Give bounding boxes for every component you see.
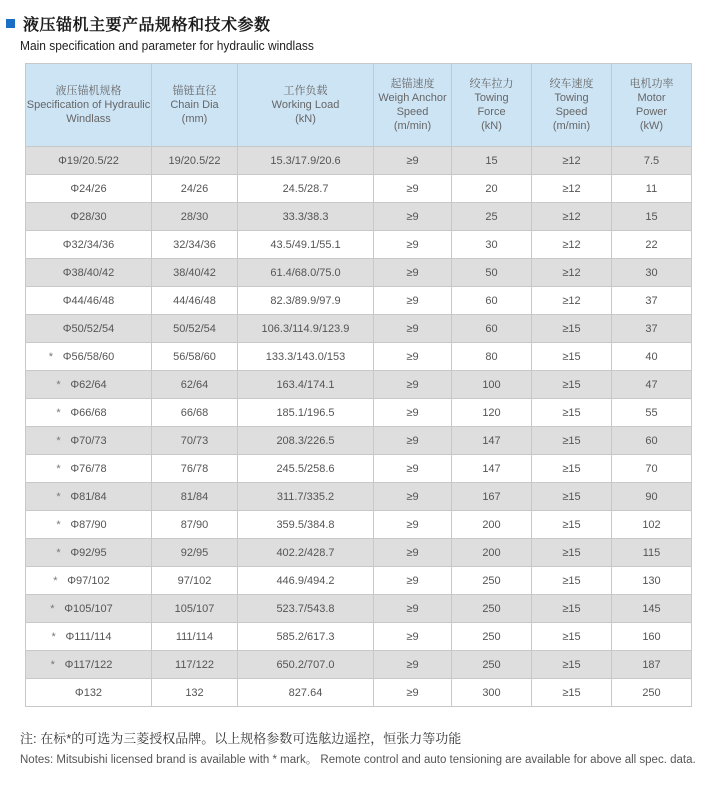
header-line: Towing xyxy=(474,92,509,104)
licensed-mark: * xyxy=(53,574,58,587)
table-row xyxy=(26,343,692,371)
towing-force-cell: 25 xyxy=(452,203,532,231)
anchor-speed-cell: ≥9 xyxy=(374,175,452,203)
motor-power-cell: 47 xyxy=(612,371,692,399)
working-load-cell: 585.2/617.3 xyxy=(238,623,374,651)
spec-value: Φ105/107 xyxy=(64,602,113,615)
working-load-cell: 245.5/258.6 xyxy=(238,455,374,483)
licensed-mark: * xyxy=(56,546,61,559)
chain-dia-cell: 132 xyxy=(152,679,238,707)
spec-value: Φ92/95 xyxy=(70,546,107,559)
towing-speed-cell: ≥12 xyxy=(532,259,612,287)
anchor-speed-cell: ≥9 xyxy=(374,147,452,175)
working-load-cell: 446.9/494.2 xyxy=(238,567,374,595)
table-row xyxy=(26,595,692,623)
spec-value: Φ87/90 xyxy=(70,518,107,531)
spec-value: Φ28/30 xyxy=(70,210,107,223)
chain-dia-cell: 24/26 xyxy=(152,175,238,203)
header-towing-force xyxy=(452,64,532,147)
towing-speed-cell: ≥15 xyxy=(532,483,612,511)
anchor-speed-cell: ≥9 xyxy=(374,455,452,483)
spec-cell xyxy=(26,343,152,371)
title-row xyxy=(6,12,271,35)
licensed-mark: * xyxy=(48,350,53,363)
motor-power-cell: 102 xyxy=(612,511,692,539)
notes-cn: 注: 在标*的可选为三菱授权品牌。以上规格参数可选舷边遥控，恒张力等功能 xyxy=(20,731,462,746)
anchor-speed-cell: ≥9 xyxy=(374,679,452,707)
table-row xyxy=(26,399,692,427)
anchor-speed-cell: ≥9 xyxy=(374,343,452,371)
header-line: 起锚速度 xyxy=(390,78,435,90)
working-load-cell: 523.7/543.8 xyxy=(238,595,374,623)
chain-dia-cell: 70/73 xyxy=(152,427,238,455)
licensed-mark: * xyxy=(56,518,61,531)
motor-power-cell: 70 xyxy=(612,455,692,483)
anchor-speed-cell: ≥9 xyxy=(374,511,452,539)
spec-value: Φ70/73 xyxy=(70,434,107,447)
table-row xyxy=(26,455,692,483)
spec-cell xyxy=(26,371,152,399)
licensed-mark: * xyxy=(56,490,61,503)
towing-speed-cell: ≥12 xyxy=(532,203,612,231)
motor-power-cell: 130 xyxy=(612,567,692,595)
towing-speed-cell: ≥12 xyxy=(532,231,612,259)
towing-force-cell: 147 xyxy=(452,455,532,483)
header-line: Power xyxy=(635,106,668,118)
working-load-cell: 133.3/143.0/153 xyxy=(238,343,374,371)
spec-value: Φ66/68 xyxy=(70,406,107,419)
spec-cell xyxy=(26,455,152,483)
towing-force-cell: 300 xyxy=(452,679,532,707)
chain-dia-cell: 87/90 xyxy=(152,511,238,539)
header-line: Chain Dia xyxy=(170,99,219,111)
chain-dia-cell: 117/122 xyxy=(152,651,238,679)
working-load-cell: 15.3/17.9/20.6 xyxy=(238,147,374,175)
licensed-mark: * xyxy=(51,630,56,643)
header-line: (m/min) xyxy=(552,120,591,132)
towing-force-cell: 200 xyxy=(452,511,532,539)
towing-force-cell: 250 xyxy=(452,595,532,623)
table-header-row xyxy=(26,64,692,147)
anchor-speed-cell: ≥9 xyxy=(374,231,452,259)
table-row xyxy=(26,539,692,567)
header-line: 锚链直径 xyxy=(172,85,217,97)
table-row xyxy=(26,175,692,203)
table-row xyxy=(26,483,692,511)
chain-dia-cell: 81/84 xyxy=(152,483,238,511)
header-line: (mm) xyxy=(181,113,208,125)
motor-power-cell: 37 xyxy=(612,315,692,343)
motor-power-cell: 160 xyxy=(612,623,692,651)
anchor-speed-cell: ≥9 xyxy=(374,483,452,511)
header-line: 液压锚机规格 xyxy=(55,85,122,97)
spec-cell xyxy=(26,203,152,231)
towing-speed-cell: ≥15 xyxy=(532,567,612,595)
table-row xyxy=(26,623,692,651)
spec-value: Φ62/64 xyxy=(70,378,107,391)
spec-cell xyxy=(26,623,152,651)
table-row xyxy=(26,231,692,259)
motor-power-cell: 11 xyxy=(612,175,692,203)
licensed-mark: * xyxy=(56,406,61,419)
towing-force-cell: 20 xyxy=(452,175,532,203)
chain-dia-cell: 32/34/36 xyxy=(152,231,238,259)
motor-power-cell: 37 xyxy=(612,287,692,315)
spec-cell xyxy=(26,287,152,315)
anchor-speed-cell: ≥9 xyxy=(374,539,452,567)
chain-dia-cell: 38/40/42 xyxy=(152,259,238,287)
spec-cell xyxy=(26,315,152,343)
spec-cell xyxy=(26,175,152,203)
title-bullet-icon xyxy=(6,19,15,28)
spec-value: Φ44/46/48 xyxy=(62,294,115,307)
table-row xyxy=(26,287,692,315)
chain-dia-cell: 66/68 xyxy=(152,399,238,427)
table-row xyxy=(26,259,692,287)
anchor-speed-cell: ≥9 xyxy=(374,427,452,455)
towing-force-cell: 60 xyxy=(452,315,532,343)
table-row xyxy=(26,147,692,175)
page-subtitle: Main specification and parameter for hydraulic windlass xyxy=(20,38,314,53)
working-load-cell: 61.4/68.0/75.0 xyxy=(238,259,374,287)
table-row xyxy=(26,203,692,231)
spec-cell xyxy=(26,511,152,539)
anchor-speed-cell: ≥9 xyxy=(374,287,452,315)
spec-cell xyxy=(26,231,152,259)
table-row xyxy=(26,679,692,707)
motor-power-cell: 30 xyxy=(612,259,692,287)
towing-speed-cell: ≥15 xyxy=(532,343,612,371)
header-line: Windlass xyxy=(66,113,111,125)
header-towing-speed xyxy=(532,64,612,147)
motor-power-cell: 250 xyxy=(612,679,692,707)
header-line: Specification of Hydraulic xyxy=(26,99,151,111)
header-line: 电机功率 xyxy=(629,78,674,90)
spec-value: Φ97/102 xyxy=(67,574,110,587)
table-body xyxy=(26,147,692,707)
spec-value: Φ32/34/36 xyxy=(62,238,115,251)
table-row xyxy=(26,567,692,595)
working-load-cell: 185.1/196.5 xyxy=(238,399,374,427)
spec-cell xyxy=(26,567,152,595)
working-load-cell: 208.3/226.5 xyxy=(238,427,374,455)
header-line: 绞车速度 xyxy=(549,78,594,90)
table-row xyxy=(26,371,692,399)
header-spec xyxy=(26,64,152,147)
towing-speed-cell: ≥12 xyxy=(532,147,612,175)
header-line: Working Load xyxy=(271,99,340,111)
working-load-cell: 43.5/49.1/55.1 xyxy=(238,231,374,259)
chain-dia-cell: 50/52/54 xyxy=(152,315,238,343)
towing-force-cell: 15 xyxy=(452,147,532,175)
anchor-speed-cell: ≥9 xyxy=(374,315,452,343)
towing-speed-cell: ≥15 xyxy=(532,539,612,567)
header-line: (kN) xyxy=(295,113,316,125)
towing-speed-cell: ≥15 xyxy=(532,399,612,427)
licensed-mark: * xyxy=(56,462,61,475)
spec-value: Φ38/40/42 xyxy=(62,266,115,279)
header-line: 绞车拉力 xyxy=(469,78,514,90)
towing-speed-cell: ≥15 xyxy=(532,427,612,455)
towing-force-cell: 147 xyxy=(452,427,532,455)
working-load-cell: 311.7/335.2 xyxy=(238,483,374,511)
table-row xyxy=(26,427,692,455)
anchor-speed-cell: ≥9 xyxy=(374,203,452,231)
towing-force-cell: 100 xyxy=(452,371,532,399)
chain-dia-cell: 62/64 xyxy=(152,371,238,399)
working-load-cell: 82.3/89.9/97.9 xyxy=(238,287,374,315)
chain-dia-cell: 111/114 xyxy=(152,623,238,651)
spec-cell xyxy=(26,399,152,427)
chain-dia-cell: 105/107 xyxy=(152,595,238,623)
towing-force-cell: 60 xyxy=(452,287,532,315)
motor-power-cell: 7.5 xyxy=(612,147,692,175)
page-title: 液压锚机主要产品规格和技术参数 xyxy=(23,17,271,34)
towing-speed-cell: ≥15 xyxy=(532,371,612,399)
working-load-cell: 650.2/707.0 xyxy=(238,651,374,679)
towing-force-cell: 250 xyxy=(452,567,532,595)
motor-power-cell: 145 xyxy=(612,595,692,623)
licensed-mark: * xyxy=(50,658,55,671)
header-chain-dia xyxy=(152,64,238,147)
working-load-cell: 24.5/28.7 xyxy=(238,175,374,203)
header-motor-power xyxy=(612,64,692,147)
motor-power-cell: 60 xyxy=(612,427,692,455)
header-line: Force xyxy=(477,106,506,118)
towing-speed-cell: ≥12 xyxy=(532,175,612,203)
header-line: Speed xyxy=(396,106,429,118)
header-line: Weigh Anchor xyxy=(378,92,447,104)
spec-value: Φ50/52/54 xyxy=(62,322,115,335)
towing-force-cell: 167 xyxy=(452,483,532,511)
chain-dia-cell: 92/95 xyxy=(152,539,238,567)
towing-speed-cell: ≥15 xyxy=(532,679,612,707)
anchor-speed-cell: ≥9 xyxy=(374,623,452,651)
towing-speed-cell: ≥15 xyxy=(532,595,612,623)
working-load-cell: 106.3/114.9/123.9 xyxy=(238,315,374,343)
towing-speed-cell: ≥15 xyxy=(532,651,612,679)
motor-power-cell: 22 xyxy=(612,231,692,259)
header-weigh-anchor-speed xyxy=(374,64,452,147)
spec-cell xyxy=(26,483,152,511)
motor-power-cell: 187 xyxy=(612,651,692,679)
motor-power-cell: 115 xyxy=(612,539,692,567)
motor-power-cell: 90 xyxy=(612,483,692,511)
working-load-cell: 163.4/174.1 xyxy=(238,371,374,399)
spec-value: Φ81/84 xyxy=(70,490,107,503)
towing-force-cell: 250 xyxy=(452,651,532,679)
header-line: (kN) xyxy=(481,120,502,132)
spec-value: Φ76/78 xyxy=(70,462,107,475)
spec-value: Φ132 xyxy=(74,686,103,699)
towing-force-cell: 30 xyxy=(452,231,532,259)
header-line: (kW) xyxy=(639,120,664,132)
anchor-speed-cell: ≥9 xyxy=(374,371,452,399)
chain-dia-cell: 56/58/60 xyxy=(152,343,238,371)
spec-cell xyxy=(26,427,152,455)
towing-speed-cell: ≥15 xyxy=(532,455,612,483)
licensed-mark: * xyxy=(56,378,61,391)
spec-value: Φ56/58/60 xyxy=(62,350,115,363)
working-load-cell: 827.64 xyxy=(238,679,374,707)
spec-value: Φ117/122 xyxy=(64,658,113,671)
table-row xyxy=(26,651,692,679)
chain-dia-cell: 28/30 xyxy=(152,203,238,231)
chain-dia-cell: 44/46/48 xyxy=(152,287,238,315)
towing-speed-cell: ≥15 xyxy=(532,315,612,343)
anchor-speed-cell: ≥9 xyxy=(374,567,452,595)
spec-cell xyxy=(26,595,152,623)
towing-speed-cell: ≥15 xyxy=(532,511,612,539)
spec-value: Φ111/114 xyxy=(65,630,112,643)
chain-dia-cell: 19/20.5/22 xyxy=(152,147,238,175)
towing-force-cell: 200 xyxy=(452,539,532,567)
anchor-speed-cell: ≥9 xyxy=(374,651,452,679)
anchor-speed-cell: ≥9 xyxy=(374,259,452,287)
towing-speed-cell: ≥12 xyxy=(532,287,612,315)
header-line: 工作负载 xyxy=(283,85,328,97)
chain-dia-cell: 97/102 xyxy=(152,567,238,595)
header-working-load xyxy=(238,64,374,147)
motor-power-cell: 55 xyxy=(612,399,692,427)
header-line: Motor xyxy=(637,92,666,104)
header-line: (m/min) xyxy=(393,120,432,132)
licensed-mark: * xyxy=(50,602,55,615)
spec-cell xyxy=(26,539,152,567)
towing-force-cell: 50 xyxy=(452,259,532,287)
spec-cell xyxy=(26,651,152,679)
chain-dia-cell: 76/78 xyxy=(152,455,238,483)
spec-cell xyxy=(26,259,152,287)
anchor-speed-cell: ≥9 xyxy=(374,595,452,623)
towing-force-cell: 80 xyxy=(452,343,532,371)
working-load-cell: 359.5/384.8 xyxy=(238,511,374,539)
working-load-cell: 33.3/38.3 xyxy=(238,203,374,231)
spec-table xyxy=(25,63,692,707)
notes-en: Notes: Mitsubishi licensed brand is available with * mark。 Remote control and auto tensioning are available for above all spec. data. xyxy=(20,754,696,766)
spec-cell xyxy=(26,679,152,707)
table-row xyxy=(26,315,692,343)
towing-speed-cell: ≥15 xyxy=(532,623,612,651)
anchor-speed-cell: ≥9 xyxy=(374,399,452,427)
header-line: Speed xyxy=(555,106,588,118)
header-line: Towing xyxy=(554,92,589,104)
table-row xyxy=(26,511,692,539)
spec-value: Φ19/20.5/22 xyxy=(58,154,119,167)
working-load-cell: 402.2/428.7 xyxy=(238,539,374,567)
licensed-mark: * xyxy=(56,434,61,447)
towing-force-cell: 250 xyxy=(452,623,532,651)
towing-force-cell: 120 xyxy=(452,399,532,427)
motor-power-cell: 15 xyxy=(612,203,692,231)
spec-value: Φ24/26 xyxy=(70,182,107,195)
motor-power-cell: 40 xyxy=(612,343,692,371)
spec-cell xyxy=(26,147,152,175)
